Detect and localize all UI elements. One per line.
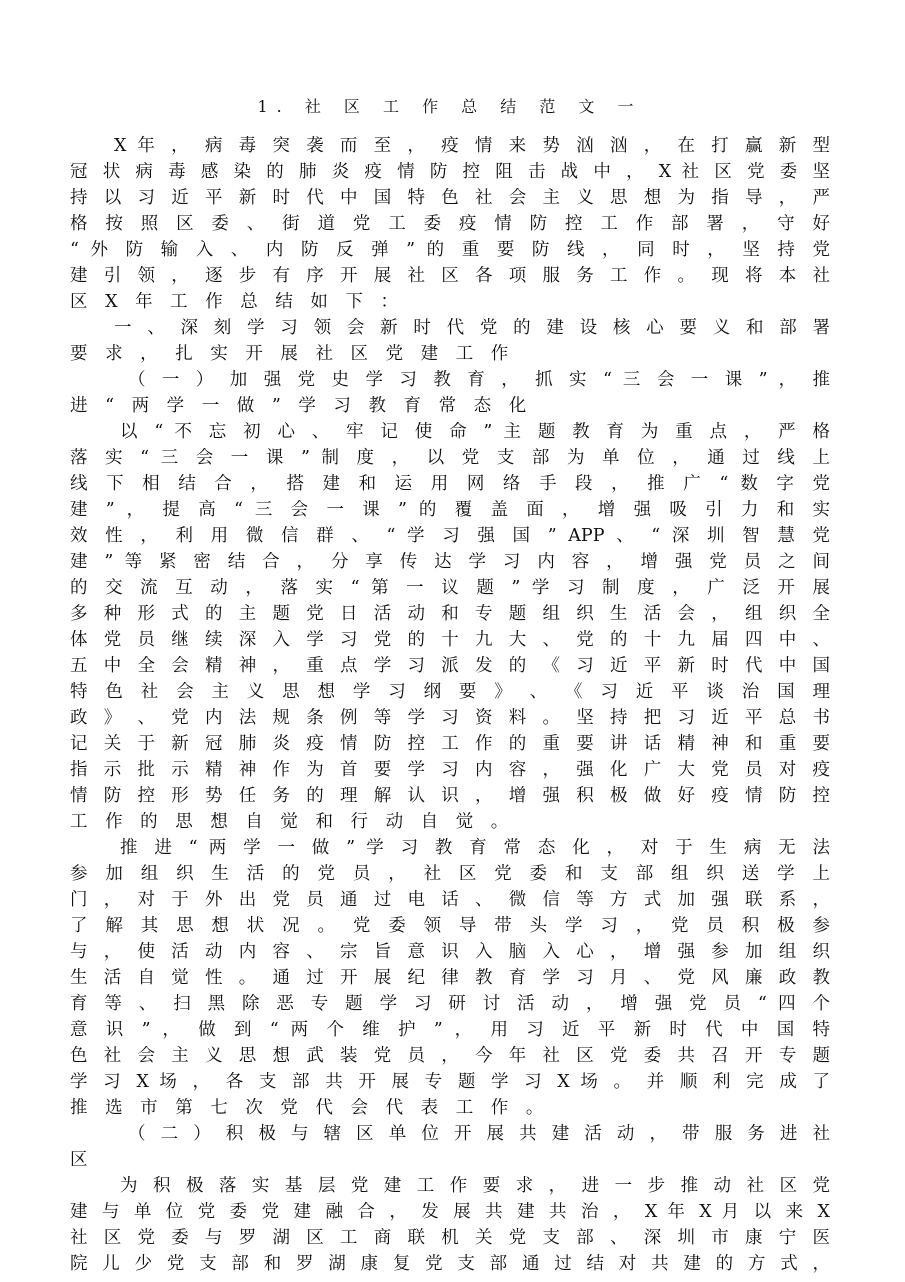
text-line: 参 加 组 织 生 活 的 党 员 ， 社 区 党 委 和 支 部 组 织 送 学 上 — [70, 864, 830, 884]
text-line: 推 选 市 第 七 次 党 代 会 代 表 工 作 。 — [70, 1098, 550, 1118]
text-line: 门 ， 对 于 外 出 党 员 通 过 电 话 、 微 信 等 方 式 加 强 联 系 ， — [70, 890, 830, 910]
subsection-heading: 区 — [70, 1150, 94, 1170]
text-line: 以 “ 不 忘 初 心 、 牢 记 使 命 ” 主 题 教 育 为 重 点 ， 严 格 — [120, 422, 830, 442]
text-line: 线 下 相 结 合 ， 搭 建 和 运 用 网 络 手 段 ， 推 广 “ 数 字 党 — [70, 474, 830, 494]
text-line: 体 党 员 继 续 深 入 学 习 党 的 十 九 大 、 党 的 十 九 届 四 中 、 — [70, 630, 830, 650]
text-line: 格 按 照 区 委 、 街 道 党 工 委 疫 情 防 控 工 作 部 署 ， 守 好 — [70, 214, 830, 234]
document-title: 1. 社 区 工 作 总 结 范 文 一 — [257, 97, 643, 116]
text-line: 意 识 ” ， 做 到 “ 两 个 维 护 ” ， 用 习 近 平 新 时 代 中 国 特 — [70, 1020, 830, 1040]
text-line: 建 与 单 位 党 委 党 建 融 合 ， 发 展 共 建 共 治 ， X 年 X 月 以 来 X — [70, 1202, 830, 1222]
text-line: 建 ” 等 紧 密 结 合 ， 分 享 传 达 学 习 内 容 ， 增 强 党 员 之 间 — [70, 552, 830, 572]
text-line: 区 X 年 工 作 总 结 如 下 ： — [70, 292, 405, 312]
text-line: 情 防 控 形 势 任 务 的 理 解 认 识 ， 增 强 积 极 做 好 疫 情 防 控 — [70, 786, 830, 806]
text-line: 记 关 于 新 冠 肺 炎 疫 情 防 控 工 作 的 重 要 讲 话 精 神 和 重 要 — [70, 734, 830, 754]
text-line: 落 实 “ 三 会 一 课 ” 制 度 ， 以 党 支 部 为 单 位 ， 通 过 线 上 — [70, 448, 830, 468]
text-line: 为 积 极 落 实 基 层 党 建 工 作 要 求 ， 进 一 步 推 动 社 区 党 — [120, 1176, 830, 1196]
text-line: X 年 ， 病 毒 突 袭 而 至 ， 疫 情 来 势 汹 汹 ， 在 打 赢 新 型 — [114, 136, 830, 156]
text-line: 工 作 的 思 想 自 觉 和 行 动 自 觉 。 — [70, 812, 515, 832]
text-line: “ 外 防 输 入 、 内 防 反 弹 ” 的 重 要 防 线 ， 同 时 ， 坚 持 党 — [70, 240, 830, 260]
text-line: 冠 状 病 毒 感 染 的 肺 炎 疫 情 防 控 阻 击 战 中 ， X 社 区 党 委 坚 — [70, 162, 830, 182]
text-line: 学 习 X 场 ， 各 支 部 共 开 展 专 题 学 习 X 场 。 并 顺 利 完 成 了 — [70, 1072, 830, 1092]
subsection-heading: （ 二 ） 积 极 与 辖 区 单 位 开 展 共 建 活 动 ， 带 服 务 进 社 — [128, 1124, 830, 1144]
text-line: 指 示 批 示 精 神 作 为 首 要 学 习 内 容 ， 强 化 广 大 党 员 对 疫 — [70, 760, 830, 780]
subsection-heading: 进 “ 两 学 一 做 ” 学 习 教 育 常 态 化 — [70, 396, 533, 416]
text-line: 建 ” ， 提 高 “ 三 会 一 课 ” 的 覆 盖 面 ， 增 强 吸 引 力 和 实 — [70, 500, 830, 520]
text-line: 色 社 会 主 义 思 想 武 装 党 员 ， 今 年 社 区 党 委 共 召 开 专 题 — [70, 1046, 830, 1066]
text-line: 效 性 ， 利 用 微 信 群 、 “ 学 习 强 国 ” APP 、 “ 深 圳 智 慧 党 — [70, 526, 830, 546]
text-line: 与 ， 使 活 动 内 容 、 宗 旨 意 识 入 脑 入 心 ， 增 强 参 加 组 织 — [70, 942, 830, 962]
text-line: 生 活 自 觉 性 。 通 过 开 展 纪 律 教 育 学 习 月 、 党 风 廉 政 教 — [70, 968, 830, 988]
text-line: 推 进 “ 两 学 一 做 ” 学 习 教 育 常 态 化 ， 对 于 生 病 无 法 — [120, 838, 830, 858]
section-heading: 要 求 ， 扎 实 开 展 社 区 党 建 工 作 — [70, 344, 515, 364]
text-line: 特 色 社 会 主 义 思 想 学 习 纲 要 》 、 《 习 近 平 谈 治 国 理 — [70, 682, 830, 702]
text-line: 的 交 流 互 动 ， 落 实 “ 第 一 议 题 ” 学 习 制 度 ， 广 泛 开 展 — [70, 578, 830, 598]
text-line: 建 引 领 ， 逐 步 有 序 开 展 社 区 各 项 服 务 工 作 。 现 将 本 社 — [70, 266, 830, 286]
text-line: 社 区 党 委 与 罗 湖 区 工 商 联 机 关 党 支 部 、 深 圳 市 康 宁 医 — [70, 1228, 830, 1248]
text-line: 了 解 其 思 想 状 况 。 党 委 领 导 带 头 学 习 ， 党 员 积 极 参 — [70, 916, 830, 936]
text-line: 多 种 形 式 的 主 题 党 日 活 动 和 专 题 组 织 生 活 会 ， 组 织 全 — [70, 604, 830, 624]
section-heading: 一 、 深 刻 学 习 领 会 新 时 代 党 的 建 设 核 心 要 义 和 部 署 — [114, 318, 830, 338]
text-line: 持 以 习 近 平 新 时 代 中 国 特 色 社 会 主 义 思 想 为 指 导 ， 严 — [70, 188, 830, 208]
text-line: 院 儿 少 党 支 部 和 罗 湖 康 复 党 支 部 通 过 结 对 共 建 的 方 式 ， — [70, 1254, 830, 1274]
text-line: 五 中 全 会 精 神 ， 重 点 学 习 派 发 的 《 习 近 平 新 时 代 中 国 — [70, 656, 830, 676]
text-line: 育 等 、 扫 黑 除 恶 专 题 学 习 研 讨 活 动 ， 增 强 党 员 “ 四 个 — [70, 994, 830, 1014]
subsection-heading: （ 一 ） 加 强 党 史 学 习 教 育 ， 抓 实 “ 三 会 一 课 ” ， 推 — [128, 370, 830, 390]
text-line: 政 》 、 党 内 法 规 条 例 等 学 习 资 料 。 坚 持 把 习 近 平 总 书 — [70, 708, 830, 728]
